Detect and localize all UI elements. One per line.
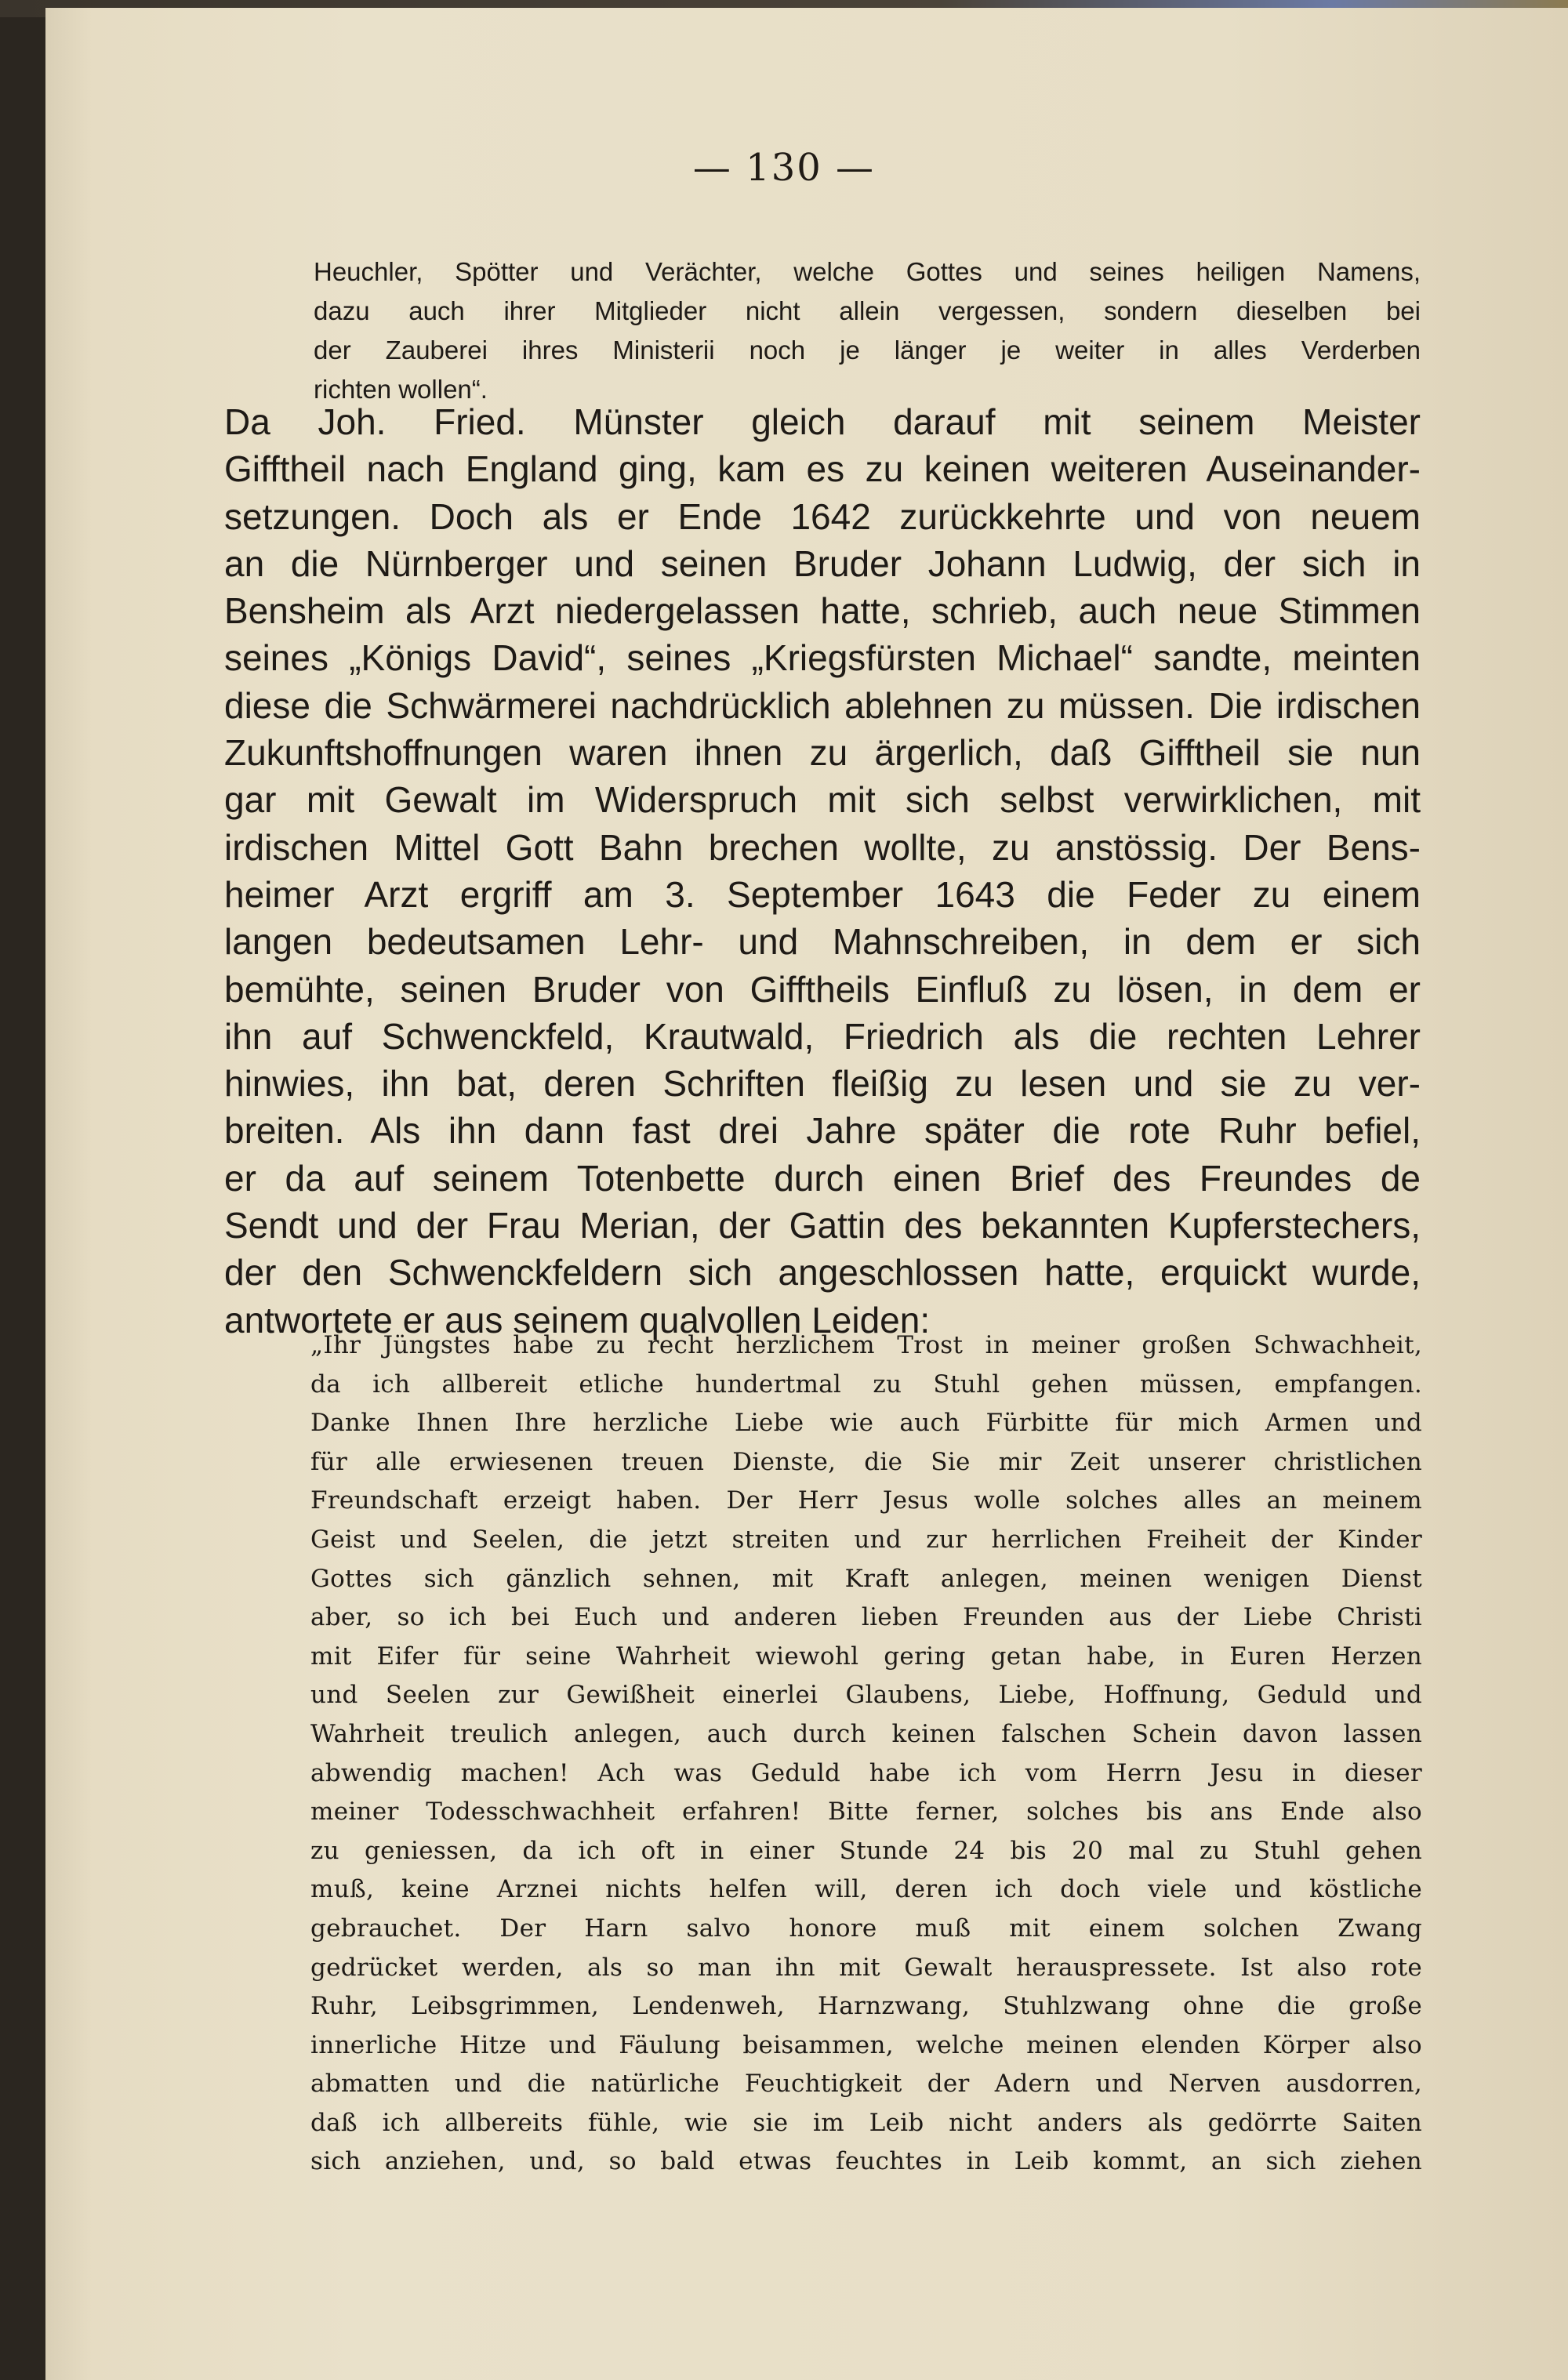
text-line: Zukunftshoffnungen waren ihnen zu ärgerlich, daß Gifftheil sie nun — [224, 732, 1421, 774]
text-line: heimer Arzt ergriff am 3. September 1643 die Feder zu einem — [224, 873, 1421, 915]
text-line: gar mit Gewalt im Widerspruch mit sich selbst verwirklichen, mit — [224, 779, 1421, 821]
main-paragraph — [224, 398, 1421, 1344]
text-line: bemühte, seinen Bruder von Gifftheils Einfluß zu lösen, in dem er — [224, 968, 1421, 1010]
text-line: setzungen. Doch als er Ende 1642 zurückkehrte und von neuem — [224, 495, 1421, 537]
text-line: innerliche Hitze und Fäulung beisammen, welche meinen elenden Körper also — [310, 2030, 1422, 2059]
text-line: der Zauberei ihres Ministerii noch je länger je weiter in alles Verderben — [314, 336, 1421, 365]
text-line: gebrauchet. Der Harn salvo honore muß mit einem solchen Zwang — [310, 1914, 1422, 1943]
text-line: muß, keine Arznei nichts helfen will, deren ich doch viele und köstliche — [310, 1875, 1422, 1904]
text-line: Sendt und der Frau Merian, der Gattin des bekannten Kupferstechers, — [224, 1205, 1421, 1246]
text-line: meiner Todesschwachheit erfahren! Bitte ferner, solches bis ans Ende also — [310, 1798, 1422, 1827]
page-number: — 130 — — [692, 146, 876, 190]
text-line: sich anziehen, und, so bald etwas feuchtes in Leib kommt, an sich ziehen — [310, 2147, 1422, 2176]
text-line: breiten. Als ihn dann fast drei Jahre später die rote Ruhr befiel, — [224, 1110, 1421, 1152]
text-line: hinwies, ihn bat, deren Schriften fleißig zu lesen und sie zu ver- — [224, 1063, 1421, 1105]
text-line: zu geniessen, da ich oft in einer Stunde 24 bis 20 mal zu Stuhl gehen — [310, 1836, 1422, 1865]
text-line: abmatten und die natürliche Feuchtigkeit der Adern und Nerven ausdorren, — [310, 2070, 1422, 2099]
text-line: Gifftheil nach England ging, kam es zu keinen weiteren Auseinander- — [224, 448, 1421, 490]
text-line: dazu auch ihrer Mitglieder nicht allein vergessen, sondern dieselben bei — [314, 296, 1421, 325]
text-line: Da Joh. Fried. Münster gleich darauf mit seinem Meister — [224, 401, 1421, 442]
text-line: Freundschaft erzeigt haben. Der Herr Jesus wolle solches alles an meinem — [310, 1486, 1422, 1515]
letter-quote — [310, 1326, 1422, 2182]
text-line: der den Schwenckfeldern sich angeschlossen hatte, erquickt wurde, — [224, 1252, 1421, 1293]
text-line: richten wollen“. — [314, 375, 488, 404]
text-line: diese die Schwärmerei nachdrücklich ablehnen zu müssen. Die irdischen — [224, 684, 1421, 726]
text-line: „Ihr Jüngstes habe zu recht herzlichem Trost in meiner großen Schwachheit, — [310, 1331, 1422, 1359]
text-line: Wahrheit treulich anlegen, auch durch keinen falschen Schein davon lassen — [310, 1719, 1422, 1748]
text-line: abwendig machen! Ach was Geduld habe ich vom Herrn Jesu in dieser — [310, 1758, 1422, 1787]
text-line: und Seelen zur Gewißheit einerlei Glaubens, Liebe, Hoffnung, Geduld und — [310, 1681, 1422, 1710]
text-line: antwortete er aus seinem qualvollen Leiden: — [224, 1299, 931, 1341]
text-line: Danke Ihnen Ihre herzliche Liebe wie auch Fürbitte für mich Armen und — [310, 1409, 1422, 1438]
text-line: für alle erwiesenen treuen Dienste, die Sie mir Zeit unserer christlichen — [310, 1447, 1422, 1476]
text-line: langen bedeutsamen Lehr- und Mahnschreiben, in dem er sich — [224, 921, 1421, 963]
text-line: seines „Königs David“, seines „Kriegsfürsten Michael“ sandte, meinten — [224, 637, 1421, 679]
text-line: er da auf seinem Totenbette durch einen Brief des Freundes de — [224, 1157, 1421, 1199]
text-line: da ich allbereit etliche hundertmal zu Stuhl gehen müssen, empfangen. — [310, 1370, 1422, 1399]
text-line: Heuchler, Spötter und Verächter, welche Gottes und seines heiligen Namens, — [314, 257, 1421, 286]
text-line: aber, so ich bei Euch und anderen lieben Freunden aus der Liebe Christi — [310, 1603, 1422, 1632]
text-line: irdischen Mittel Gott Bahn brechen wollte, zu anstössig. Der Bens- — [224, 826, 1421, 868]
text-line: Geist und Seelen, die jetzt streiten und zur herrlichen Freiheit der Kinder — [310, 1525, 1422, 1554]
text-line: gedrücket werden, als so man ihn mit Gewalt herauspressete. Ist also rote — [310, 1953, 1422, 1982]
text-line: daß ich allbereits fühle, wie sie im Leib nicht anders als gedörrte Saiten — [310, 2108, 1422, 2137]
text-line: Ruhr, Leibsgrimmen, Lendenweh, Harnzwang, Stuhlzwang ohne die große — [310, 1992, 1422, 2021]
text-line: mit Eifer für seine Wahrheit wiewohl gering getan habe, in Euren Herzen — [310, 1642, 1422, 1671]
preceding-quote — [314, 252, 1421, 409]
text-line: Bensheim als Arzt niedergelassen hatte, schrieb, auch neue Stimmen — [224, 590, 1421, 632]
text-line: Gottes sich gänzlich sehnen, mit Kraft anlegen, meinen wenigen Dienst — [310, 1564, 1422, 1593]
text-line: an die Nürnberger und seinen Bruder Johann Ludwig, der sich in — [224, 542, 1421, 584]
text-line: ihn auf Schwenckfeld, Krautwald, Friedrich als die rechten Lehrer — [224, 1015, 1421, 1057]
